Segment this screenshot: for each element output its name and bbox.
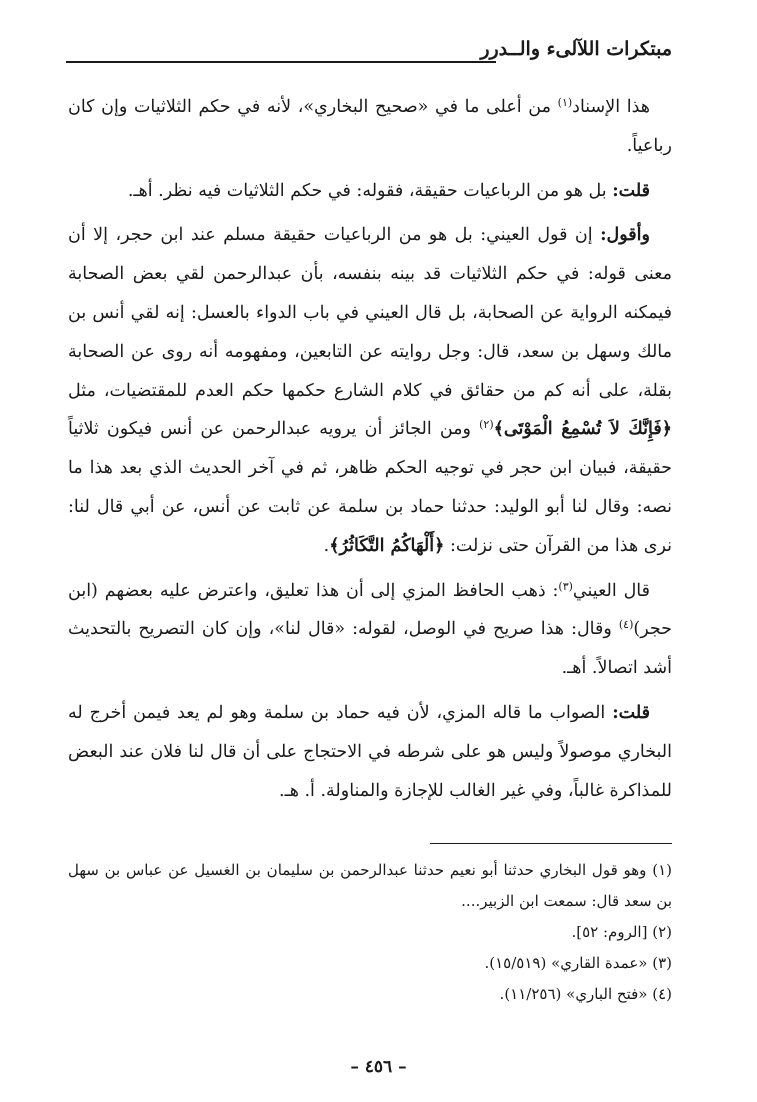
text-run: : ذهب الحافظ المزي إلى أن هذا تعليق، واعترض عليه بعضهم (ابن حجر) [68,580,672,640]
paragraph [68,88,672,166]
footnote-separator [430,843,672,844]
paragraph [68,172,672,211]
text-run: . [323,535,330,556]
footnotes [68,855,672,1010]
text-run: إن قول العيني: بل هو من الرباعيات حقيقة مسلم عند ابن حجر، إلا أن معنى قوله: في حكم الثلاثيات قد بينه بنفسه، بأن عبدالرحمن لقي بعض الصحابة فيمكنه الرواية عن الصحابة، بل قال العيني في باب الدواء بالعسل: إنه لقي أنس بن مالك وسهل بن سعد، قال: وجل روايته عن التابعين، ومفهومه أنه روى عن الصحابة بقلة، على أنه كم من حقائق في كلام الشارع حكمها حكم العدم للمقتضيات، مثل [68,225,672,401]
footnote-ref: (١) [557,96,573,109]
text-run: من أعلى ما في «صحيح البخاري»، لأنه في حكم الثلاثيات وإن كان رباعياً. [68,97,672,156]
paragraph [68,694,672,810]
footnote-ref: (٤) [618,618,634,632]
footnote: (٤) «فتح الباري» (١١/٢٥٦). [499,985,672,1003]
text-run: هذا الإسناد [572,97,650,117]
main-text [68,88,672,810]
text-run: بل هو من الرباعيات حقيقة، فقوله: في حكم الثلاثيات فيه نظر. أهـ. [127,180,613,201]
running-header-title: مبتكرات اللآلىء والــدرر [480,38,672,60]
paragraph-lead: قلت: [612,702,650,723]
paragraph-lead: وأقول: [600,225,650,246]
text-run: ومن الجائز أن يرويه عبدالرحمن عن أنس فيكون ثلاثياً حقيقة، فبيان ابن حجر في توجيه الحكم ظاهر، ثم في آخر الحديث الذي بعد هذا ما نصه: وقال لنا أبو الوليد: حدثنا حماد بن سلمة عن ثابت عن أنس، عن أبي قال لنا: نرى هذا من القرآن حتى نزلت: [68,419,672,556]
text-run: وقال: هذا صريح في الوصل، لقوله: «قال لنا»، وإن كان التصريح بالتحديث أشد اتصالاً. أهـ. [68,619,672,679]
paragraph-lead: قلت: [612,180,650,201]
footnote-ref: (٣) [558,579,573,593]
running-header [66,32,672,66]
header-rule [66,61,496,63]
quran-quote: ﴿أَلْهَاكُمُ التَّكَاثُرُ﴾ [329,535,445,556]
footnote-ref: (٢) [479,418,494,432]
quran-quote: ﴿فَإِنَّكَ لاَ تُسْمِعُ الْمَوْتَى﴾ [493,419,672,440]
page-number: – ٤٥٦ – [350,1057,407,1077]
paragraph [68,572,672,688]
paragraph [68,216,672,565]
footnote: (٣) «عمدة القاري» (١٥/٥١٩). [484,954,672,972]
text-run: الصواب ما قاله المزي، لأن فيه حماد بن سلمة وهو لم يعد فيمن أخرج له البخاري موصولاً وليس هو على شرطه في الاحتجاج على أن قال لنا فلان عند البعض للمذاكرة غالباً، وفي غير الغالب للإجازة والمناولة. أ. هـ. [68,702,672,801]
text-run: قال العيني [572,580,650,601]
footnote: (٢) [الروم: ٥٢]. [571,923,672,941]
footnote: (١) وهو قول البخاري حدثنا أبو نعيم حدثنا عبدالرحمن بن سليمان بن الغسيل عن عباس بن سهل بن سعد قال: سمعت ابن الزبير.... [68,861,672,910]
